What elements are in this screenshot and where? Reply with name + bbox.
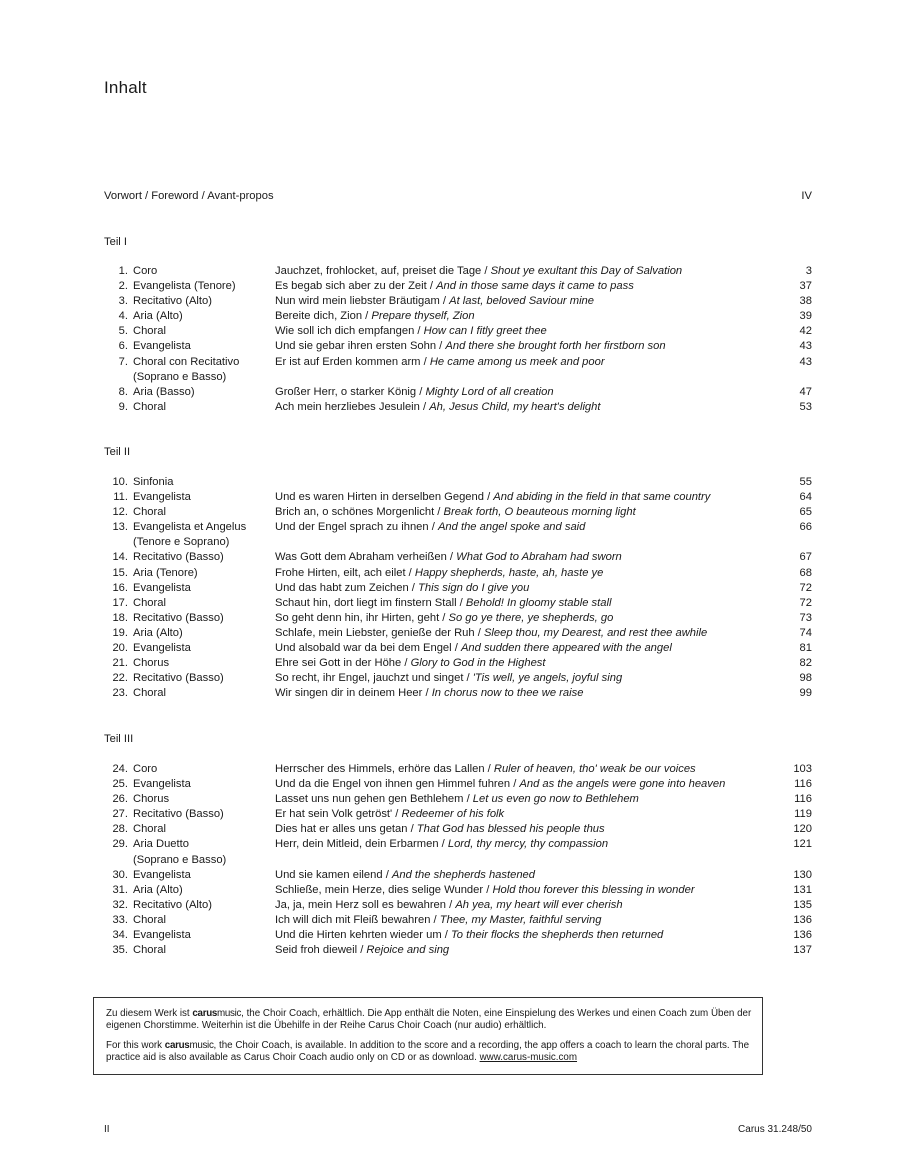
page-number: II — [104, 1124, 110, 1135]
title-english: That God has blessed his people thus — [416, 823, 605, 836]
title-english: Hold thou forever this blessing in wonder — [492, 883, 695, 896]
page-number-ref: 66 — [799, 521, 812, 534]
toc-row[interactable] — [0, 279, 900, 294]
title-english: Thee, my Master, faithful serving — [439, 913, 602, 926]
movement-number: 19. — [112, 626, 128, 639]
title-german: Es begab sich aber zu der Zeit / — [275, 280, 437, 293]
movement-title — [275, 883, 695, 898]
movement-number: 5. — [118, 325, 128, 338]
page-number-ref: 47 — [799, 385, 812, 398]
movement-title — [275, 777, 725, 792]
title-german: Was Gott dem Abraham verheißen / — [275, 551, 457, 564]
movement-type: Recitativo (Basso) — [133, 551, 224, 564]
toc-row — [0, 853, 900, 868]
movement-number: 18. — [112, 611, 128, 624]
title-german: Frohe Hirten, eilt, ach eilet / — [275, 566, 415, 579]
toc-row[interactable] — [0, 475, 900, 490]
movement-type: Evangelista — [133, 340, 191, 353]
toc-row[interactable] — [0, 686, 900, 701]
notice-english — [106, 1040, 762, 1065]
movement-number: 26. — [112, 793, 128, 806]
carus-music-logo: carusmusic — [164, 1039, 214, 1051]
page-number-ref: 38 — [799, 295, 812, 308]
movement-title — [275, 505, 636, 520]
title-english: At last, beloved Saviour mine — [449, 295, 595, 308]
page-number-ref: 98 — [799, 672, 812, 685]
toc-row[interactable] — [0, 671, 900, 686]
movement-type: Evangelista (Tenore) — [133, 280, 236, 293]
movement-number: 22. — [112, 672, 128, 685]
title-german: Und es waren Hirten in derselben Gegend / — [275, 491, 494, 504]
title-german: Bereite dich, Zion / — [275, 310, 372, 323]
page-number-ref: 136 — [793, 913, 812, 926]
movement-type: Recitativo (Basso) — [133, 808, 224, 821]
title-german: Jauchzet, frohlocket, auf, preiset die Tage / — [275, 265, 491, 277]
page-number-ref: 73 — [799, 611, 812, 624]
page-number-ref: 67 — [799, 551, 812, 564]
page-number-ref: 39 — [799, 310, 812, 323]
movement-type: Recitativo (Alto) — [133, 898, 212, 911]
movement-type: Aria Duetto — [133, 838, 189, 851]
toc-row[interactable] — [0, 883, 900, 898]
movement-title — [275, 868, 535, 883]
movement-number: 7. — [118, 355, 128, 368]
movement-type: Chorus — [133, 793, 170, 806]
title-german: Dies hat er alles uns getan / — [275, 823, 417, 836]
toc-row — [0, 535, 900, 550]
title-english: And the shepherds hastened — [391, 868, 535, 881]
title-english: 'Tis well, ye angels, joyful sing — [472, 672, 623, 685]
title-german: Schließe, mein Herze, dies selige Wunder / — [275, 883, 493, 896]
movement-title — [275, 581, 529, 596]
page-number-ref: 137 — [793, 944, 812, 957]
movement-number: 13. — [112, 521, 128, 534]
notice-german — [106, 1008, 762, 1033]
movement-number: 35. — [112, 944, 128, 957]
page-number-ref: 74 — [799, 626, 812, 639]
toc-row[interactable] — [0, 822, 900, 837]
movement-title — [275, 837, 608, 852]
title-english: So go ye there, ye shepherds, go — [448, 611, 614, 624]
title-english: Redeemer of his folk — [401, 808, 505, 821]
movement-title — [275, 656, 546, 671]
movement-title — [275, 309, 475, 324]
carus-music-logo: carusmusic — [192, 1008, 242, 1019]
movement-number: 15. — [112, 566, 128, 579]
page-number-ref: 130 — [793, 868, 812, 881]
title-german: Herrscher des Himmels, erhöre das Lallen / — [275, 763, 494, 775]
toc-row[interactable] — [0, 400, 900, 415]
title-english: In chorus now to thee we raise — [431, 687, 584, 700]
movement-type: Aria (Alto) — [133, 883, 183, 896]
title-english: Sleep thou, my Dearest, and rest thee awhile — [483, 626, 708, 639]
movement-type: Evangelista et Angelus — [133, 521, 247, 534]
foreword-entry[interactable] — [104, 190, 812, 205]
movement-title — [275, 928, 663, 943]
movement-title — [275, 279, 634, 294]
title-english: And sudden there appeared with the angel — [460, 642, 672, 655]
toc-row[interactable] — [0, 868, 900, 883]
toc-row[interactable] — [0, 611, 900, 626]
page-number-ref: 135 — [793, 898, 812, 911]
movement-type: Evangelista — [133, 868, 191, 881]
page-number-ref: 43 — [799, 340, 812, 353]
toc-row[interactable] — [0, 294, 900, 309]
title-english: Shout ye exultant this Day of Salvation — [490, 265, 683, 277]
title-german: Schaut hin, dort liegt im finstern Stall / — [275, 596, 466, 609]
title-german: So geht denn hin, ihr Hirten, geht / — [275, 611, 449, 624]
toc-row[interactable] — [0, 385, 900, 400]
movement-number: 3. — [118, 295, 128, 308]
toc-row[interactable] — [0, 520, 900, 535]
movement-title — [275, 807, 504, 822]
page-number-ref: 43 — [799, 355, 812, 368]
section-title-teil-1: Teil I — [104, 236, 128, 248]
toc-row[interactable] — [0, 339, 900, 354]
toc-list-teil-2 — [0, 475, 900, 701]
movement-number: 28. — [112, 823, 128, 836]
movement-number: 33. — [112, 913, 128, 926]
movement-title — [275, 490, 710, 505]
title-german: Wir singen dir in deinem Heer / — [275, 687, 432, 700]
toc-row[interactable] — [0, 581, 900, 596]
movement-number: 10. — [112, 476, 128, 488]
movement-number: 23. — [112, 687, 128, 700]
page-number-ref: 53 — [799, 400, 812, 413]
movement-number: 1. — [118, 265, 128, 277]
movement-type: Choral — [133, 325, 166, 338]
movement-title — [275, 913, 601, 928]
movement-type: Choral — [133, 687, 166, 700]
title-german: Und der Engel sprach zu ihnen / — [275, 521, 438, 534]
movement-title — [275, 355, 605, 370]
movement-type: Aria (Basso) — [133, 385, 195, 398]
page-number-ref: 81 — [799, 642, 812, 655]
movement-type: Choral — [133, 596, 166, 609]
movement-number: 8. — [118, 385, 128, 398]
movement-number: 2. — [118, 280, 128, 293]
movement-type: (Soprano e Basso) — [133, 370, 227, 383]
page-number-ref: 55 — [799, 476, 812, 488]
movement-number: 27. — [112, 808, 128, 821]
toc-list-teil-3 — [0, 762, 900, 958]
movement-title — [275, 671, 622, 686]
movement-type: Aria (Alto) — [133, 626, 183, 639]
title-german: Brich an, o schönes Morgenlicht / — [275, 506, 444, 519]
title-german: Ehre sei Gott in der Höhe / — [275, 657, 411, 670]
toc-row[interactable] — [0, 656, 900, 671]
title-english: Ah yea, my heart will ever cherish — [455, 898, 623, 911]
toc-list-teil-1 — [0, 264, 900, 415]
title-german: Und das habt zum Zeichen / — [275, 581, 419, 594]
title-english: Ah, Jesus Child, my heart's delight — [429, 400, 601, 413]
toc-row[interactable] — [0, 898, 900, 913]
page-number-ref: 3 — [805, 265, 812, 277]
toc-row[interactable] — [0, 762, 900, 777]
title-german: Seid froh dieweil / — [275, 944, 367, 957]
foreword-page: IV — [801, 190, 812, 202]
movement-type: Evangelista — [133, 778, 191, 791]
title-german: Großer Herr, o starker König / — [275, 385, 426, 398]
title-german: Schlafe, mein Liebster, genieße der Ruh / — [275, 626, 484, 639]
toc-row[interactable] — [0, 777, 900, 792]
title-german: Ich will dich mit Fleiß bewahren / — [275, 913, 440, 926]
toc-row[interactable] — [0, 550, 900, 565]
title-english: Let us even go now to Bethlehem — [472, 793, 639, 806]
movement-title — [275, 626, 707, 641]
toc-row[interactable] — [0, 626, 900, 641]
title-english: And in those same days it came to pass — [436, 280, 634, 293]
title-german: Er hat sein Volk getröst' / — [275, 808, 402, 821]
title-german: Herr, dein Mitleid, dein Erbarmen / — [275, 838, 448, 851]
title-english: How can I fitly greet thee — [423, 325, 547, 338]
toc-row[interactable] — [0, 324, 900, 339]
movement-number: 34. — [112, 929, 128, 942]
title-german: Nun wird mein liebster Bräutigam / — [275, 295, 450, 308]
title-german: Und sie kamen eilend / — [275, 868, 392, 881]
title-english: And there she brought forth her firstborn son — [445, 340, 666, 353]
page-number-ref: 120 — [793, 823, 812, 836]
title-english: Ruler of heaven, tho' weak be our voices — [493, 763, 696, 775]
movement-type: Recitativo (Basso) — [133, 611, 224, 624]
movement-number: 32. — [112, 898, 128, 911]
movement-number: 14. — [112, 551, 128, 564]
movement-number: 31. — [112, 883, 128, 896]
movement-type: Evangelista — [133, 581, 191, 594]
movement-number: 20. — [112, 642, 128, 655]
movement-type: Choral — [133, 913, 166, 926]
page-number-ref: 136 — [793, 929, 812, 942]
title-german: Und alsobald war da bei dem Engel / — [275, 642, 461, 655]
title-german: Und da die Engel von ihnen gen Himmel fuhren / — [275, 778, 520, 791]
notice-en-text-1: For this work — [106, 1039, 165, 1051]
page-number-ref: 119 — [794, 808, 812, 821]
page-number-ref: 82 — [799, 657, 812, 670]
page-number-ref: 121 — [793, 838, 812, 851]
movement-title — [275, 550, 622, 565]
movement-title — [275, 520, 585, 535]
movement-title — [275, 596, 611, 611]
page-title: Inhalt — [104, 78, 147, 97]
page-number-ref: 68 — [799, 566, 812, 579]
movement-title — [275, 566, 603, 581]
toc-row[interactable] — [0, 355, 900, 370]
title-german: Ja, ja, mein Herz soll es bewahren / — [275, 898, 456, 911]
title-english: He came among us meek and poor — [429, 355, 605, 368]
movement-type: Choral — [133, 823, 166, 836]
title-english: To their flocks the shepherds then returned — [450, 929, 664, 942]
title-german: So recht, ihr Engel, jauchzt und singet / — [275, 672, 473, 685]
title-english: Lord, thy mercy, thy compassion — [447, 838, 609, 851]
movement-title — [275, 339, 666, 354]
movement-type: Aria (Tenore) — [133, 566, 198, 579]
title-english: Rejoice and sing — [366, 944, 450, 957]
movement-title — [275, 822, 605, 837]
title-english: And abiding in the field in that same country — [493, 491, 711, 504]
movement-number: 16. — [112, 581, 128, 594]
movement-type: Evangelista — [133, 929, 191, 942]
page-number-ref: 64 — [799, 491, 812, 504]
title-english: Glory to God in the Highest — [410, 657, 546, 670]
page-number-ref: 72 — [799, 596, 812, 609]
title-german: Und sie gebar ihren ersten Sohn / — [275, 340, 446, 353]
movement-number: 17. — [112, 596, 128, 609]
movement-number: 25. — [112, 778, 128, 791]
title-english: Break forth, O beauteous morning light — [443, 506, 636, 519]
movement-number: 30. — [112, 868, 128, 881]
movement-number: 24. — [112, 763, 128, 775]
toc-row[interactable] — [0, 264, 900, 279]
toc-row — [0, 370, 900, 385]
toc-row[interactable] — [0, 928, 900, 943]
title-english: And the angel spoke and said — [437, 521, 586, 534]
title-english: Mighty Lord of all creation — [425, 385, 554, 398]
movement-title — [275, 611, 613, 626]
movement-type: Choral — [133, 506, 166, 519]
toc-row[interactable] — [0, 505, 900, 520]
carus-website-link[interactable]: www.carus-music.com — [479, 1052, 578, 1064]
movement-type: Choral con Recitativo — [133, 355, 240, 368]
movement-type: Coro — [133, 763, 158, 775]
movement-type: Chorus — [133, 657, 170, 670]
toc-row[interactable] — [0, 807, 900, 822]
notice-de-text-2: , the Choir Coach, erhältlich. Die App enthält die Noten, eine Einspielung des Werkes und einen Coach zum Üben der eigenen Chorstimme. Weiterhin ist die Übehilfe in der Reihe Carus Choir Coach (nur audio) erhältlich. — [106, 1008, 752, 1032]
page-number-ref: 131 — [793, 883, 812, 896]
movement-number: 9. — [118, 400, 128, 413]
movement-type: Sinfonia — [133, 476, 174, 488]
movement-type: (Tenore e Soprano) — [133, 536, 230, 549]
toc-row[interactable] — [0, 837, 900, 852]
toc-row[interactable] — [0, 566, 900, 581]
page-number-ref: 65 — [799, 506, 812, 519]
notice-en-text-2: , the Choir Coach, is available. In addition to the score and a recording, the app offers a coach to learn the choral parts. The practice aid is also available as Carus Choir Coach audio only on CD or as download. — [106, 1039, 750, 1064]
toc-row[interactable] — [0, 596, 900, 611]
movement-title — [275, 898, 623, 913]
movement-title — [275, 324, 547, 339]
page-number-ref: 116 — [794, 778, 812, 791]
movement-type: Evangelista — [133, 491, 191, 504]
page-number-ref: 116 — [794, 793, 812, 806]
notice-de-text-1: Zu diesem Werk ist — [106, 1008, 193, 1019]
movement-title — [275, 385, 554, 400]
toc-row[interactable] — [0, 490, 900, 505]
page-number-ref: 99 — [799, 687, 812, 700]
movement-number: 21. — [112, 657, 128, 670]
movement-type: Choral — [133, 944, 166, 957]
toc-row[interactable] — [0, 309, 900, 324]
movement-title — [275, 400, 601, 415]
title-english: This sign do I give you — [418, 581, 530, 594]
title-german: Ach mein herzliebes Jesulein / — [275, 400, 430, 413]
toc-row[interactable] — [0, 641, 900, 656]
movement-type: Aria (Alto) — [133, 310, 183, 323]
catalog-number: Carus 31.248/50 — [738, 1124, 812, 1135]
movement-type: Evangelista — [133, 642, 191, 655]
page-number-ref: 42 — [799, 325, 812, 338]
foreword-label: Vorwort / Foreword / Avant-propos — [104, 190, 274, 202]
page-number-ref: 103 — [793, 763, 812, 775]
movement-type: Choral — [133, 400, 166, 413]
page-number-ref: 72 — [799, 581, 812, 594]
movement-title — [275, 264, 682, 279]
movement-type: Coro — [133, 265, 158, 277]
page-number-ref: 37 — [799, 280, 812, 293]
movement-title — [275, 686, 583, 701]
movement-title — [275, 641, 672, 656]
title-english: What God to Abraham had sworn — [456, 551, 622, 564]
section-title-teil-2: Teil II — [104, 446, 131, 458]
movement-title — [275, 792, 639, 807]
movement-number: 29. — [112, 838, 128, 851]
title-english: Behold! In gloomy stable stall — [465, 596, 612, 609]
title-german: Wie soll ich dich empfangen / — [275, 325, 424, 338]
movement-title — [275, 762, 696, 777]
title-english: And as the angels were gone into heaven — [519, 778, 726, 791]
movement-number: 11. — [113, 491, 128, 504]
movement-type: Recitativo (Alto) — [133, 295, 212, 308]
toc-row[interactable] — [0, 913, 900, 928]
title-german: Und die Hirten kehrten wieder um / — [275, 929, 451, 942]
movement-title — [275, 943, 449, 958]
app-notice-box — [93, 997, 763, 1075]
movement-type: (Soprano e Basso) — [133, 853, 227, 866]
title-german: Lasset uns nun gehen gen Bethlehem / — [275, 793, 473, 806]
toc-row[interactable] — [0, 943, 900, 958]
title-german: Er ist auf Erden kommen arm / — [275, 355, 430, 368]
movement-title — [275, 294, 594, 309]
movement-number: 6. — [118, 340, 128, 353]
movement-type: Recitativo (Basso) — [133, 672, 224, 685]
section-title-teil-3: Teil III — [104, 733, 134, 745]
movement-number: 12. — [112, 506, 128, 519]
movement-number: 4. — [118, 310, 128, 323]
toc-row[interactable] — [0, 792, 900, 807]
title-english: Prepare thyself, Zion — [371, 310, 475, 323]
title-english: Happy shepherds, haste, ah, haste ye — [414, 566, 604, 579]
